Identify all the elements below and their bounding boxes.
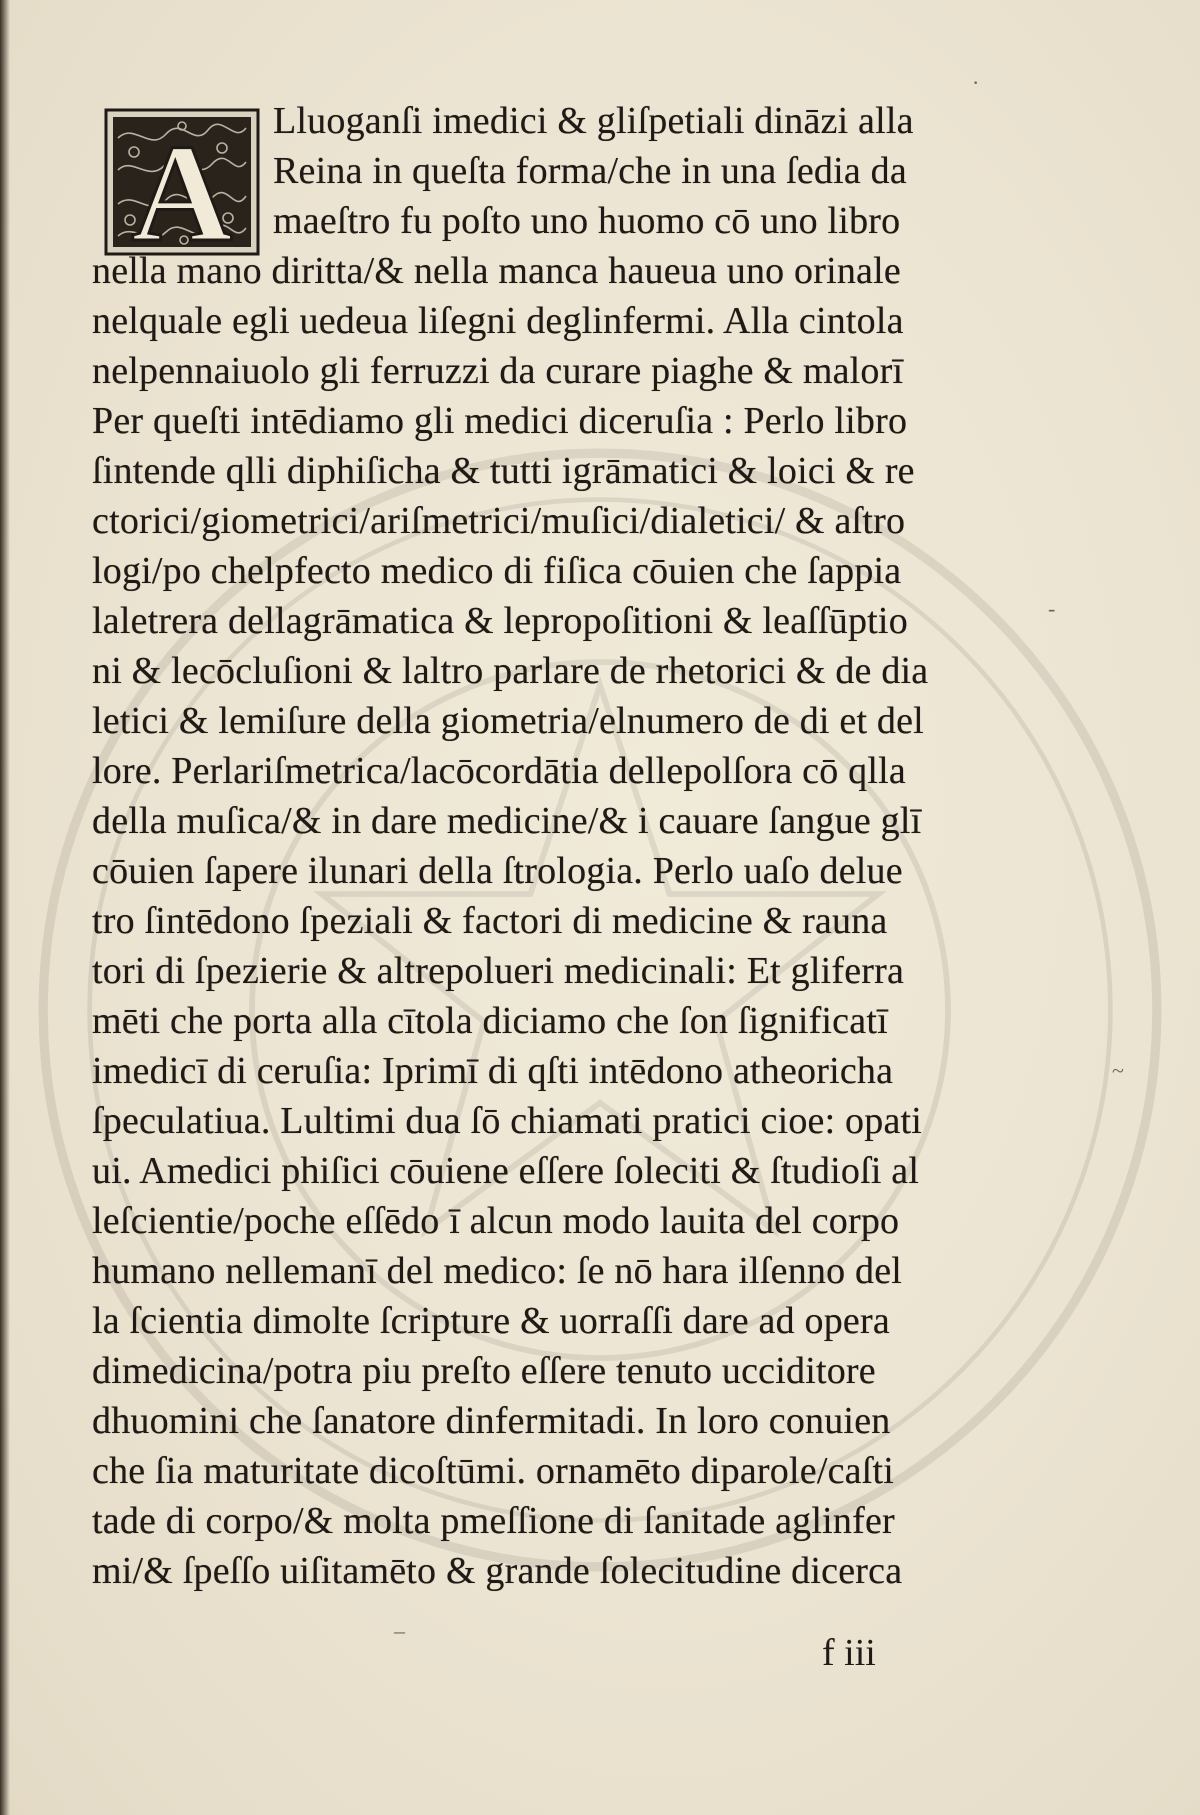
text-line: dimedicina/potra piu preſto eſſere tenuto ucciditore (92, 1350, 876, 1392)
text-line: cōuien ſapere ilunari della ſtrologia. Perlo uaſo delue (92, 850, 903, 892)
text-line: ni & lecōcluſioni & laltro parlare de rhetorici & de dia (92, 650, 929, 692)
text-line: tade di corpo/& molta pmeſſione di ſanitade aglinfer (92, 1500, 895, 1542)
text-line: imedicī di ceruſia: Iprimī di qſti intēdono atheoricha (92, 1050, 894, 1092)
text-line: ui. Amedici phiſici cōuiene eſſere ſoleciti & ſtudioſi al (92, 1150, 920, 1192)
text-line: nelpennaiuolo gli ferruzzi da curare piaghe & malorī (92, 350, 904, 392)
text-line: humano nellemanī del medico: ſe nō hara ilſenno del (92, 1250, 903, 1292)
text-line: della muſica/& in dare medicine/& i cauare ſangue glī (92, 800, 922, 842)
ornamental-initial-a (104, 108, 260, 256)
text-line: ſintende qlli diphiſicha & tutti igrāmatici & loici & re (92, 450, 915, 492)
ink-speck: ‒ (394, 1618, 405, 1643)
signature-mark: f iii (822, 1632, 876, 1674)
text-line: mēti che porta alla cītola diciamo che ſon ſignificatī (92, 1000, 888, 1042)
text-line: ctorici/giometrici/ariſmetrici/muſici/dialetici/ & aſtro (92, 500, 906, 542)
text-line: dhuomini che ſanatore dinfermitadi. In loro conuien (92, 1400, 891, 1442)
text-line: letici & lemiſure della giometria/elnumero de di et del (92, 700, 924, 742)
initial-letter: A (131, 116, 233, 256)
text-line: tori di ſpezierie & altrepolueri medicinali: Et gliferra (92, 950, 905, 992)
text-line: lore. Perlariſmetrica/lacōcordātia dellepolſora cō qlla (92, 750, 906, 792)
ink-speck: ~ (1112, 1058, 1124, 1083)
text-line: Reina in queſta forma/che in una ſedia da (273, 150, 907, 192)
text-line: che ſia maturitate dicoſtūmi. ornamēto diparole/caſti (92, 1450, 894, 1492)
ink-speck: · (972, 70, 980, 95)
text-line: nelquale egli uedeua liſegni deglinfermi. Alla cintola (92, 300, 904, 342)
page-gutter-shadow (0, 0, 10, 1815)
text-line: tro ſintēdono ſpeziali & factori di medicine & rauna (92, 900, 888, 942)
text-line: ſpeculatiua. Lultimi dua ſō chiamati pratici cioe: opati (92, 1100, 923, 1142)
text-line: Lluoganſi imedici & gliſpetiali dināzi alla (273, 100, 914, 142)
text-line: maeſtro fu poſto uno huomo cō uno libro (273, 200, 901, 242)
text-line: laletrera dellagrāmatica & lepropoſitioni & leaſſūptio (92, 600, 908, 642)
text-line: mi/& ſpeſſo uiſitamēto & grande ſolecitudine dicerca (92, 1550, 903, 1592)
text-line: leſcientie/poche eſſēdo ī alcun modo lauita del corpo (92, 1200, 900, 1242)
text-line: la ſcientia dimolte ſcripture & uorraſſi dare ad opera (92, 1300, 890, 1342)
text-line: logi/po chelpfecto medico di fiſica cōuien che ſappia (92, 550, 902, 592)
text-line: Per queſti intēdiamo gli medici diceruſia : Perlo libro (92, 400, 908, 442)
ink-speck: - (1048, 596, 1056, 621)
text-line: nella mano diritta/& nella manca haueua uno orinale (92, 250, 901, 292)
